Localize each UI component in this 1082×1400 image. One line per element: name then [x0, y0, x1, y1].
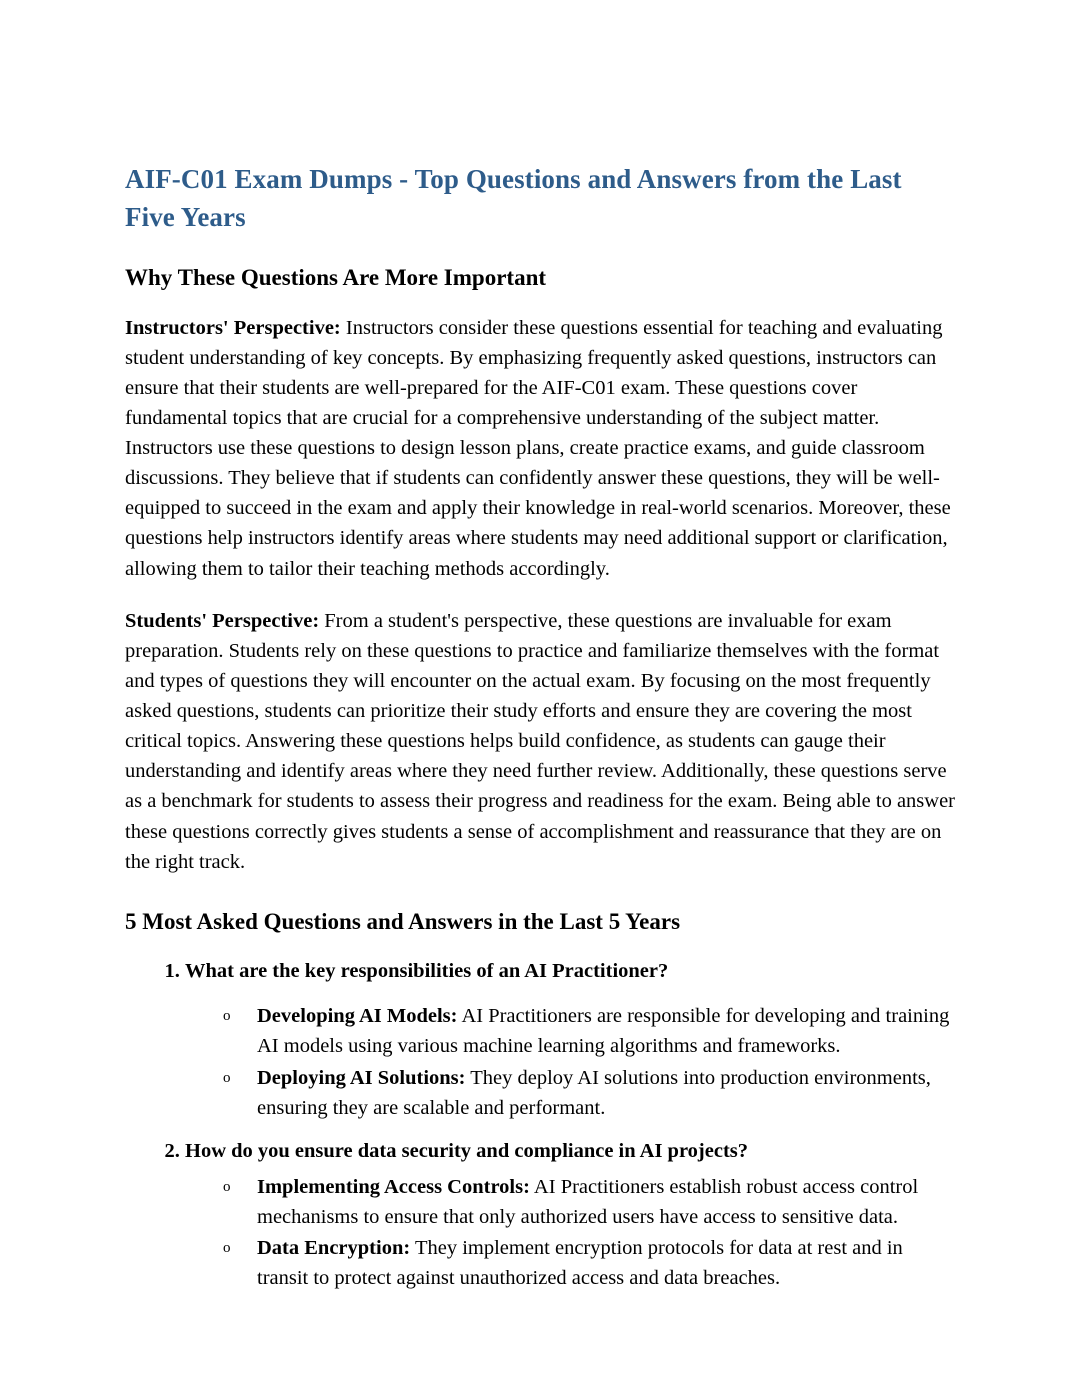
paragraph-lead-students: Students' Perspective:: [125, 609, 320, 632]
list-item: [185, 1137, 957, 1294]
list-item: [223, 1002, 957, 1061]
list-item: [223, 1234, 957, 1293]
paragraph-instructors-perspective: [125, 313, 957, 584]
list-item: [185, 957, 957, 1124]
answer-term-2-2: Data Encryption:: [257, 1237, 411, 1260]
paragraph-text-instructors: Instructors consider these questions essential for teaching and evaluating student understanding of key concepts. By emphasizing frequently asked questions, instructors can ensure that their students are well-prepared for the AIF-C01 exam. These questions cover fundamental topics that are crucial for a comprehensive understanding of the subject matter. Instructors use these questions to design lesson plans, create practice exams, and guide classroom discussions. They believe that if students can confidently answer these questions, they will be well-equipped to succeed in the exam and apply their knowledge in real-world scenarios. Moreover, these questions help instructors identify areas where students may need additional support or clarification, allowing them to tailor their teaching methods accordingly.: [125, 316, 951, 580]
page-title: AIF-C01 Exam Dumps - Top Questions and Answers from the Last Five Years: [125, 164, 902, 233]
answer-text-2-2: They implement encryption protocols for data at rest and in transit to protect against unauthorized access and data breaches.: [257, 1237, 903, 1290]
paragraph-lead-instructors: Instructors' Perspective:: [125, 316, 341, 339]
question-text-1: What are the key responsibilities of an AI Practitioner?: [185, 959, 669, 982]
answer-term-1-2: Deploying AI Solutions:: [257, 1066, 466, 1089]
answers-list-2: [185, 1173, 957, 1294]
paragraph-text-students: From a student's perspective, these questions are invaluable for exam preparation. Students rely on these questions to practice and familiarize themselves with the format and types of questions they will encounter on the actual exam. By focusing on the most frequently asked questions, students can prioritize their study efforts and ensure they are covering the most critical topics. Answering these questions helps build confidence, as students can gauge their understanding and identify areas where they need further review. Additionally, these questions serve as a benchmark for students to assess their progress and readiness for the exam. Being able to answer these questions correctly gives students a sense of accomplishment and reassurance that they are on the right track.: [125, 609, 955, 873]
answers-list-1: [185, 1002, 957, 1123]
answer-text-2-1: AI Practitioners establish robust access control mechanisms to ensure that only authorized users have access to sensitive data.: [257, 1176, 919, 1228]
answer-term-1-1: Developing AI Models:: [257, 1005, 458, 1028]
answer-text-1-2: They deploy AI solutions into production environments, ensuring they are scalable and performant.: [257, 1066, 931, 1119]
answer-term-2-1: Implementing Access Controls:: [257, 1176, 530, 1198]
section-heading-why-important: Why These Questions Are More Important: [125, 264, 547, 290]
section-heading-most-asked: 5 Most Asked Questions and Answers in the Last 5 Years: [125, 908, 681, 934]
answer-text-1-1: AI Practitioners are responsible for developing and training AI models using various machine learning algorithms and frameworks.: [257, 1005, 950, 1058]
paragraph-students-perspective: [125, 606, 957, 877]
question-text-2: How do you ensure data security and compliance in AI projects?: [185, 1140, 749, 1163]
questions-list: [125, 957, 957, 1294]
list-item: [223, 1064, 957, 1123]
list-item: [223, 1173, 957, 1232]
